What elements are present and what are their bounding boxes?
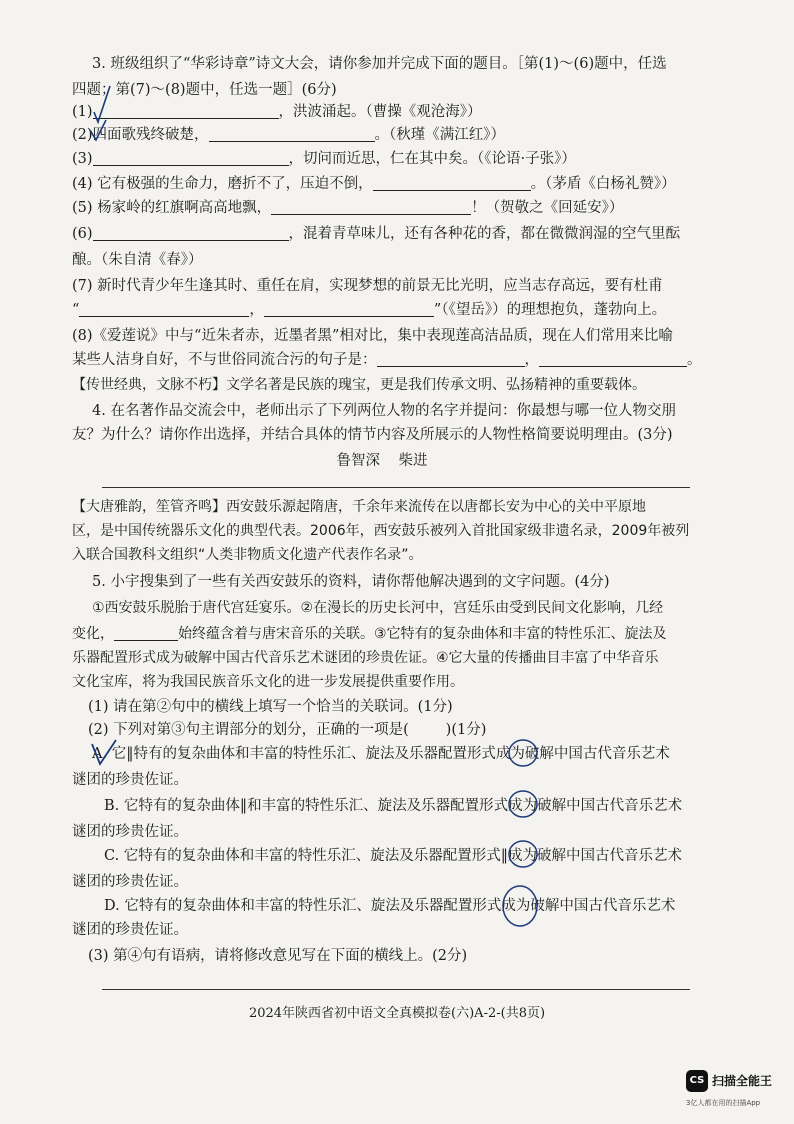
- option-c-line2: 谜团的珍贵佐证。: [72, 874, 188, 890]
- q4-character-names: 鲁智深 柴进: [336, 453, 428, 469]
- q3-item8: (8)《爱莲说》中与“近朱者赤，近墨者黑”相对比，集中表现莲高洁品质，现在人们常用来比喻: [72, 328, 673, 344]
- q3-item2: (2)四面歌残终破楚， 。（秋瑾《满江红》）: [72, 127, 506, 143]
- section-banner-music-3: 入联合国教科文组织“人类非物质文化遗产代表作名录”。: [72, 547, 423, 563]
- answer-line[interactable]: [102, 989, 690, 990]
- answer-blank[interactable]: [264, 300, 434, 317]
- answer-blank[interactable]: [93, 102, 279, 119]
- scanner-watermark: [686, 1070, 790, 1114]
- q3-item8-cont: 某些人洁身自好，不与世俗同流合污的句子是： ， 。: [72, 352, 702, 368]
- option-d-line2: 谜团的珍贵佐证。: [72, 922, 188, 938]
- scanner-logo-icon: CS: [686, 1070, 708, 1092]
- q5-passage-3: 乐器配置形式成为破解中国古代音乐艺术谜团的珍贵佐证。④它大量的传播曲目丰富了中华音乐: [72, 650, 659, 666]
- q3-item5: (5) 杨家岭的红旗啊高高地飘， ！（贺敬之《回延安》）: [72, 200, 624, 216]
- q5-sub1: (1) 请在第②句中的横线上填写一个恰当的关联词。(1分): [88, 699, 453, 715]
- section-banner-music-2: 区，是中国传统器乐文化的典型代表。2006年，西安鼓乐被列入首批国家级非遗名录，2009年被列: [72, 523, 690, 539]
- q4-line1: 4. 在名著作品交流会中，老师出示了下列两位人物的名字并提问：你最想与哪一位人物交朋: [92, 403, 676, 419]
- option-a-line2: 谜团的珍贵佐证。: [72, 772, 188, 788]
- answer-line[interactable]: [102, 487, 690, 488]
- q4-line2: 友？为什么？请你作出选择，并结合具体的情节内容及所展示的人物性格简要说明理由。(3分): [72, 427, 673, 443]
- answer-blank[interactable]: [271, 198, 471, 215]
- answer-blank[interactable]: [373, 174, 531, 191]
- q5-passage-2: 变化， 始终蕴含着与唐宋音乐的关联。③它特有的复杂曲体和丰富的特性乐汇、旋法及: [72, 626, 667, 642]
- q5-sub2: (2) 下列对第③句主谓部分的划分，正确的一项是( )(1分): [88, 722, 487, 738]
- q3-item6-cont: 酿。（朱自清《春》）: [72, 252, 203, 268]
- answer-blank[interactable]: [79, 300, 249, 317]
- answer-blank[interactable]: [377, 350, 525, 367]
- page-footer: 2024年陕西省初中语文全真模拟卷(六)A-2-(共8页): [248, 1006, 546, 1021]
- q3-item4: (4) 它有极强的生命力，磨折不了，压迫不倒， 。（茅盾《白杨礼赞》）: [72, 176, 676, 192]
- answer-blank[interactable]: [93, 224, 289, 241]
- section-banner-classics: 【传世经典，文脉不朽】文学名著是民族的瑰宝，更是我们传承文明、弘扬精神的重要载体。: [72, 377, 646, 393]
- q3-item1: (1) ，洪波涌起。（曹操《观沧海》）: [72, 104, 482, 120]
- q3-item6: (6) ，混着青草味儿，还有各种花的香，都在微微润湿的空气里酝: [72, 226, 681, 242]
- answer-blank[interactable]: [539, 350, 687, 367]
- q3-intro-line1: 3. 班级组织了“华彩诗章”诗文大会，请你参加并完成下面的题目。［第(1)～(6)题中，任选: [92, 56, 667, 72]
- conjunction-blank[interactable]: [114, 624, 178, 641]
- option-b-line2: 谜团的珍贵佐证。: [72, 824, 188, 840]
- answer-blank[interactable]: [93, 149, 289, 166]
- q3-item7-cont: “ ， ”（《望岳》）的理想抱负，蓬勃向上。: [72, 302, 667, 318]
- scanner-app-name: 扫描全能王: [712, 1074, 773, 1088]
- q5-intro: 5. 小宇搜集到了一些有关西安鼓乐的资料，请你帮他解决遇到的文字问题。(4分): [92, 574, 610, 590]
- option-c-line1[interactable]: C. 它特有的复杂曲体和丰富的特性乐汇、旋法及乐器配置形式‖成为破解中国古代音乐艺术: [104, 848, 683, 864]
- section-banner-music-1: 【大唐雅韵，笙管齐鸣】西安鼓乐源起隋唐，千余年来流传在以唐都长安为中心的关中平原地: [72, 499, 646, 515]
- q5-passage-1: ①西安鼓乐脱胎于唐代宫廷宴乐。②在漫长的历史长河中，宫廷乐由受到民间文化影响，几经: [92, 600, 664, 616]
- option-a-line1[interactable]: A. 它‖特有的复杂曲体和丰富的特性乐汇、旋法及乐器配置形式成为破解中国古代音乐艺术: [92, 746, 670, 762]
- q5-sub3: (3) 第④句有语病，请将修改意见写在下面的横线上。(2分): [88, 948, 468, 964]
- q3-item3: (3) ，切问而近思，仁在其中矣。（《论语·子张》）: [72, 151, 576, 167]
- option-d-line1[interactable]: D. 它特有的复杂曲体和丰富的特性乐汇、旋法及乐器配置形式成为破解中国古代音乐艺术: [104, 898, 676, 914]
- q5-passage-4: 文化宝库，将为我国民族音乐文化的进一步发展提供重要作用。: [72, 674, 464, 690]
- scanner-tagline: 3亿人都在用的扫描App: [686, 1099, 761, 1107]
- q3-item7: (7) 新时代青少年生逢其时、重任在肩，实现梦想的前景无比光明，应当志存高远，要有杜甫: [72, 278, 663, 294]
- answer-blank[interactable]: [209, 125, 375, 142]
- option-b-line1[interactable]: B. 它特有的复杂曲体‖和丰富的特性乐汇、旋法及乐器配置形式成为破解中国古代音乐艺术: [104, 798, 683, 814]
- q3-intro-line2: 四题；第(7)～(8)题中，任选一题］(6分): [72, 82, 337, 98]
